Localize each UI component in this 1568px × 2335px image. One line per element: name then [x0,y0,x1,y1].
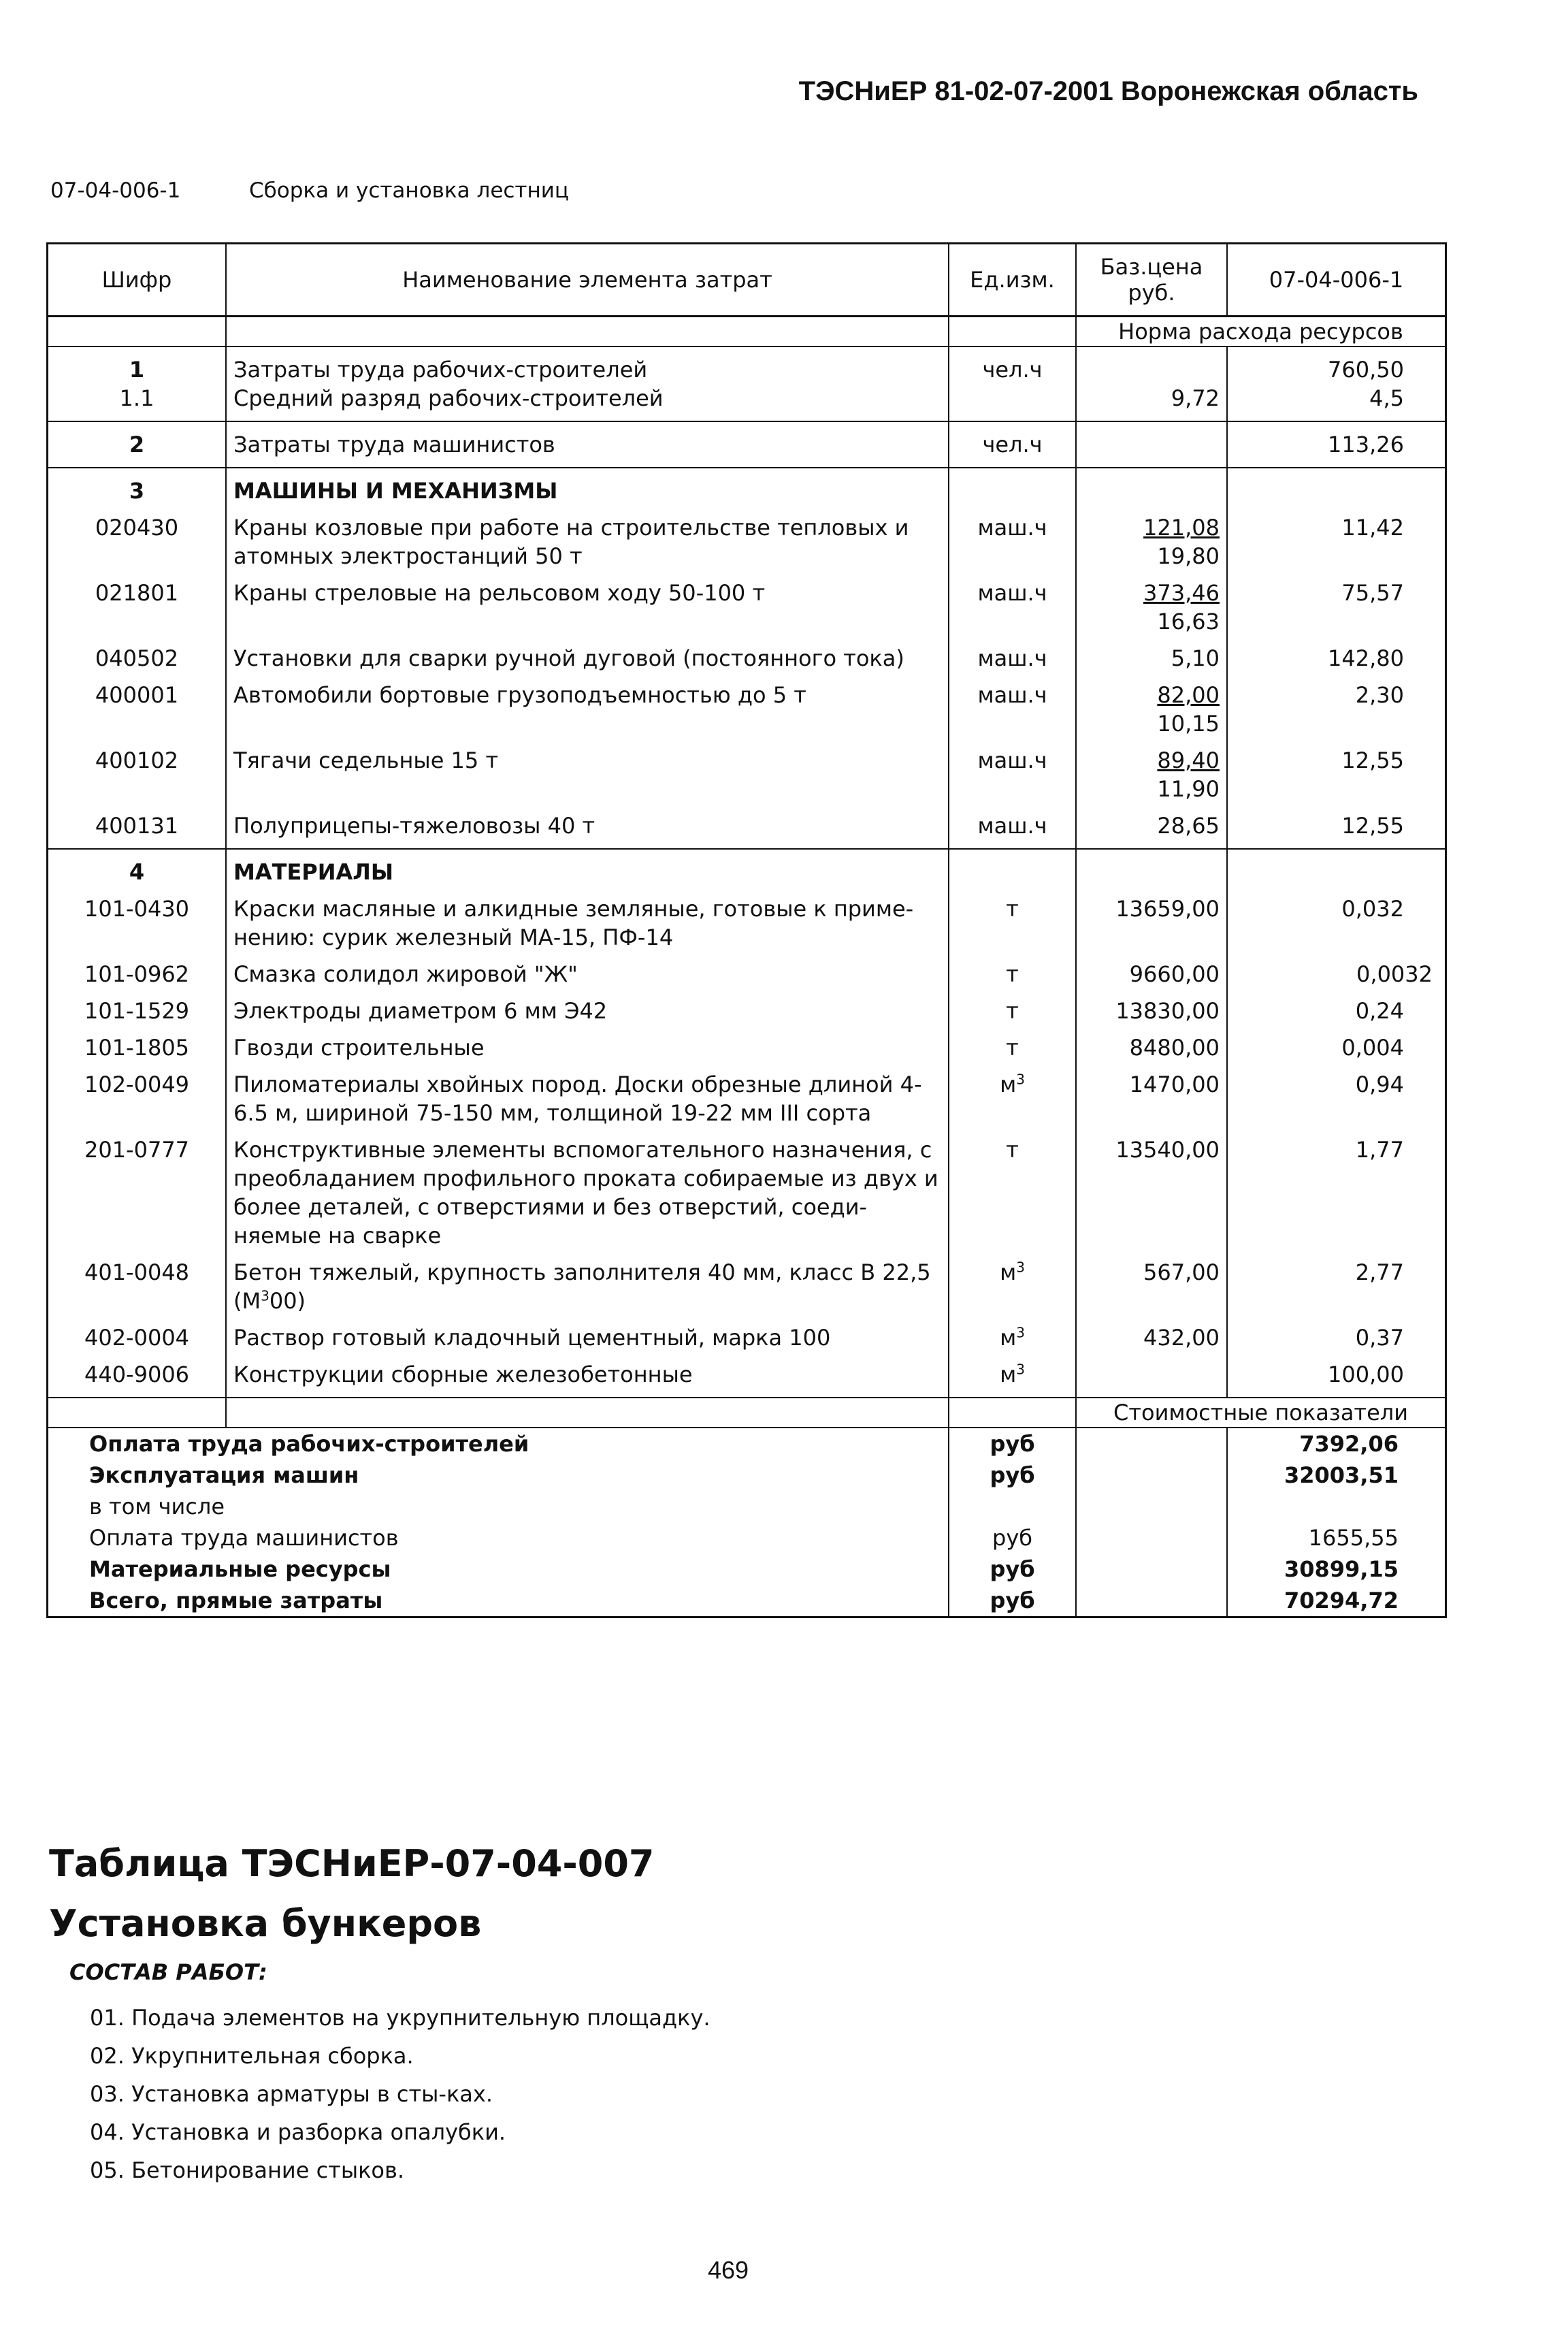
row-unit: т [949,1033,1076,1070]
row-code: 101-1805 [48,1033,227,1070]
row-name: Затраты труда машинистов [226,421,949,468]
row-name: Полуприцепы-тяжеловозы 40 т [226,811,949,849]
table-row [48,960,1446,997]
unit-superscript: 3 [1016,1361,1025,1378]
row-name: Конструктивные элементы вспомогательного назначения, с преобладанием профильного проката собираемые из двух и более деталей, с отверстиями и без отверстий, соеди-няемые на сварке [226,1136,949,1258]
row-norm: 2,30 [1227,681,1446,746]
row-price: 9,72 [1076,384,1227,421]
row-price-operator: 11,90 [1157,776,1220,802]
row-price-operator: 16,63 [1157,609,1220,634]
row-code: 020430 [48,513,227,579]
norms-table [46,242,1433,1618]
row-code: 400131 [48,811,227,849]
table-row [48,997,1446,1033]
table-row [48,811,1446,849]
summary-row [48,1553,1446,1585]
table-code: 07-04-006-1 [50,178,181,203]
table-row [48,1360,1446,1398]
row-code: 101-1529 [48,997,227,1033]
table-row [48,579,1446,644]
summary-unit: руб [949,1522,1076,1553]
row-unit: маш.ч [949,644,1076,681]
row-code: 4 [48,849,227,895]
row-unit [949,1070,1076,1136]
column-header-code: Шифр [48,244,227,317]
row-name: Краны стреловые на рельсовом ходу 50-100 т [226,579,949,644]
row-name: Гвозди строительные [226,1033,949,1070]
row-unit: маш.ч [949,513,1076,579]
band-label-norms: Норма расхода ресурсов [1076,317,1446,347]
row-price [1076,421,1227,468]
summary-label: Оплата труда рабочих-строителей [48,1428,949,1460]
table-row [48,1323,1446,1360]
row-price: 8480,00 [1076,1033,1227,1070]
row-price: 9660,00 [1076,960,1227,997]
row-unit: т [949,960,1076,997]
unit-superscript: 3 [1016,1324,1025,1341]
row-name-text: Бетон тяжелый, крупность заполнителя 40 мм, класс В 22,5 (М [233,1259,931,1314]
summary-label: Материальные ресурсы [48,1553,949,1585]
row-code: 2 [48,421,227,468]
row-unit: т [949,997,1076,1033]
summary-row [48,1585,1446,1617]
table-row [48,895,1446,960]
list-item: 01. Подача элементов на укрупнительную площадку. [90,2005,710,2031]
summary-value: 70294,72 [1227,1585,1446,1617]
column-header-price [1076,244,1227,317]
row-name [226,1258,949,1323]
row-code: 400001 [48,681,227,746]
section-row-materials [48,849,1446,895]
row-norm: 0,0032 [1227,960,1446,997]
row-code: 400102 [48,746,227,811]
column-header-norm: 07-04-006-1 [1227,244,1446,317]
table-header-row [48,244,1446,317]
row-norm: 113,26 [1227,421,1446,468]
row-code: 021801 [48,579,227,644]
column-header-name: Наименование элемента затрат [226,244,949,317]
row-unit [949,1360,1076,1398]
row-price-operator: 10,15 [1157,711,1220,737]
table-row [48,1258,1446,1323]
row-price-machine: 373,46 [1143,580,1220,606]
section-row-machines [48,468,1446,513]
works-heading: СОСТАВ РАБОТ: [69,1959,267,1985]
row-code: 1.1 [48,384,227,421]
row-price [1076,579,1227,644]
summary-value: 32003,51 [1227,1460,1446,1491]
row-code: 402-0004 [48,1323,227,1360]
band-label-costs: Стоимостные показатели [1076,1398,1446,1428]
row-name: Автомобили бортовые грузоподъемностью до 5 т [226,681,949,746]
section-title: МАТЕРИАЛЫ [226,849,949,895]
row-price: 432,00 [1076,1323,1227,1360]
table-row [48,1136,1446,1258]
row-unit: маш.ч [949,579,1076,644]
row-name: Затраты труда рабочих-строителей [226,347,949,384]
table-row [48,384,1446,421]
next-table-subtitle: Установка бункеров [49,1902,482,1945]
summary-row [48,1428,1446,1460]
summary-unit: руб [949,1460,1076,1491]
row-name: Раствор готовый кладочный цементный, марка 100 [226,1323,949,1360]
grade-superscript: 3 [261,1287,270,1304]
row-price-machine: 121,08 [1143,515,1220,541]
summary-label: в том числе [48,1491,949,1522]
row-code: 440-9006 [48,1360,227,1398]
row-price: 28,65 [1076,811,1227,849]
row-code: 401-0048 [48,1258,227,1323]
row-norm: 0,24 [1227,997,1446,1033]
band-row-costs [48,1398,1446,1428]
row-norm: 4,5 [1227,384,1446,421]
row-code: 3 [48,468,227,513]
works-list [90,1999,710,2189]
row-name: Краны козловые при работе на строительстве тепловых и атомных электростанций 50 т [226,513,949,579]
summary-value: 7392,06 [1227,1428,1446,1460]
list-item: 03. Установка арматуры в сты-ках. [90,2081,493,2107]
table-row [48,681,1446,746]
unit-text: м [1000,1325,1017,1351]
row-price [1076,681,1227,746]
table-row [48,1070,1446,1136]
row-unit [949,384,1076,421]
row-unit: т [949,1136,1076,1258]
row-name: Установки для сварки ручной дуговой (постоянного тока) [226,644,949,681]
row-norm: 12,55 [1227,746,1446,811]
summary-row [48,1491,1446,1522]
summary-value [1227,1491,1446,1522]
row-norm: 11,42 [1227,513,1446,579]
row-norm: 142,80 [1227,644,1446,681]
row-name: Конструкции сборные железобетонные [226,1360,949,1398]
summary-unit: руб [949,1428,1076,1460]
summary-unit [949,1491,1076,1522]
row-code: 101-0962 [48,960,227,997]
summary-unit: руб [949,1553,1076,1585]
table-row [48,1033,1446,1070]
row-name: Краски масляные и алкидные земляные, готовые к приме-нению: сурик железный МА-15, ПФ-14 [226,895,949,960]
row-price-machine: 82,00 [1157,682,1220,708]
row-unit: чел.ч [949,347,1076,384]
page-number: 469 [708,2256,749,2284]
price-header-line2: руб. [1128,280,1175,306]
unit-superscript: 3 [1016,1071,1025,1088]
summary-row [48,1460,1446,1491]
row-norm: 0,37 [1227,1323,1446,1360]
summary-unit: руб [949,1585,1076,1617]
row-norm: 0,004 [1227,1033,1446,1070]
row-price: 1470,00 [1076,1070,1227,1136]
row-norm: 100,00 [1227,1360,1446,1398]
summary-row [48,1522,1446,1553]
table-name: Сборка и установка лестниц [249,178,570,203]
column-header-unit: Ед.изм. [949,244,1076,317]
row-norm: 760,50 [1227,347,1446,384]
row-code: 040502 [48,644,227,681]
row-name: Электроды диаметром 6 мм Э42 [226,997,949,1033]
row-name-tail: 00) [269,1288,306,1314]
row-unit: маш.ч [949,681,1076,746]
unit-text: м [1000,1072,1017,1097]
row-norm: 0,032 [1227,895,1446,960]
row-price [1076,347,1227,384]
summary-label: Оплата труда машинистов [48,1522,949,1553]
row-code: 101-0430 [48,895,227,960]
table-row [48,746,1446,811]
summary-label: Эксплуатация машин [48,1460,949,1491]
unit-superscript: 3 [1016,1259,1025,1276]
summary-label: Всего, прямые затраты [48,1585,949,1617]
table-row [48,347,1446,384]
row-price: 13659,00 [1076,895,1227,960]
band-row-norms [48,317,1446,347]
section-title: МАШИНЫ И МЕХАНИЗМЫ [226,468,949,513]
row-norm: 75,57 [1227,579,1446,644]
row-name: Смазка солидол жировой "Ж" [226,960,949,997]
row-price: 13830,00 [1076,997,1227,1033]
row-unit: маш.ч [949,746,1076,811]
row-price [1076,1360,1227,1398]
row-norm: 1,77 [1227,1136,1446,1258]
row-price: 567,00 [1076,1258,1227,1323]
row-price: 13540,00 [1076,1136,1227,1258]
row-price [1076,746,1227,811]
row-unit: маш.ч [949,811,1076,849]
unit-text: м [1000,1259,1017,1285]
unit-text: м [1000,1362,1017,1387]
table-row [48,513,1446,579]
summary-value: 1655,55 [1227,1522,1446,1553]
table-row [48,644,1446,681]
row-code: 201-0777 [48,1136,227,1258]
row-price [1076,513,1227,579]
row-unit: чел.ч [949,421,1076,468]
price-header-line1: Баз.цена [1100,254,1203,280]
list-item: 04. Установка и разборка опалубки. [90,2119,506,2145]
row-name: Тягачи седельные 15 т [226,746,949,811]
row-norm: 12,55 [1227,811,1446,849]
row-name: Средний разряд рабочих-строителей [226,384,949,421]
row-unit: т [949,895,1076,960]
list-item: 05. Бетонирование стыков. [90,2157,405,2183]
row-code: 102-0049 [48,1070,227,1136]
document-header-title: ТЭСНиЕР 81-02-07-2001 Воронежская область [798,76,1418,106]
row-norm: 0,94 [1227,1070,1446,1136]
table-row [48,421,1446,468]
summary-value: 30899,15 [1227,1553,1446,1585]
list-item: 02. Укрупнительная сборка. [90,2043,414,2069]
next-table-title: Таблица ТЭСНиЕР-07-04-007 [49,1842,655,1885]
row-price: 5,10 [1076,644,1227,681]
row-name: Пиломатериалы хвойных пород. Доски обрезные длиной 4-6.5 м, шириной 75-150 мм, толщиной 19-22 мм III сорта [226,1070,949,1136]
row-price-operator: 19,80 [1157,543,1220,569]
row-unit [949,1323,1076,1360]
row-unit [949,1258,1076,1323]
row-norm: 2,77 [1227,1258,1446,1323]
row-code: 1 [48,347,227,384]
row-price-machine: 89,40 [1157,747,1220,773]
